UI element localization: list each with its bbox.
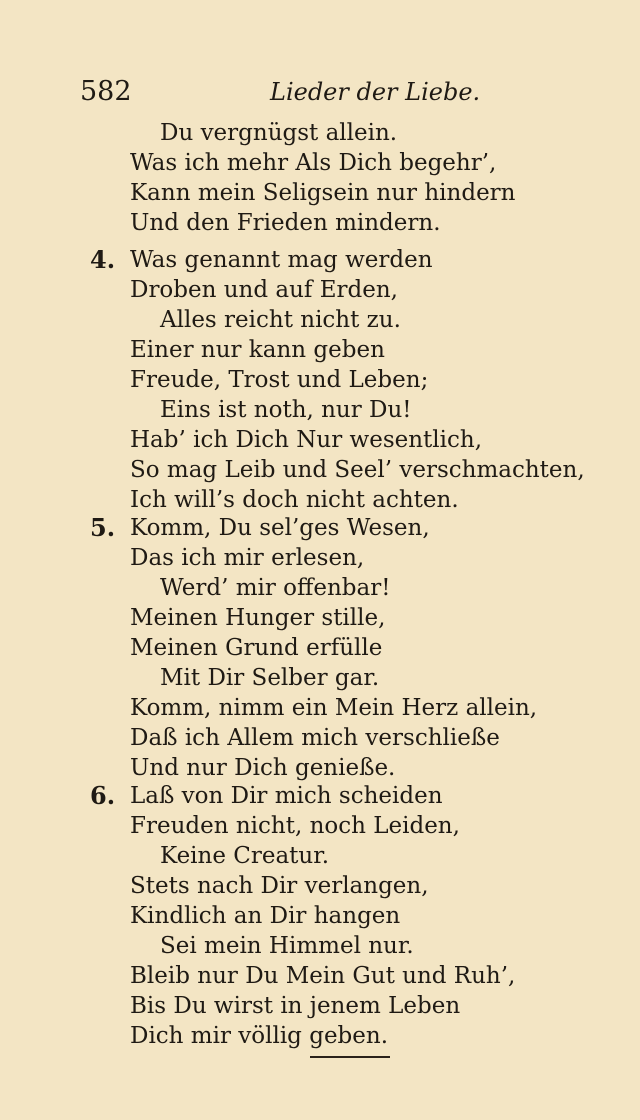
verse-line: Kann mein Seligsein nur hindern bbox=[130, 180, 516, 206]
verse-line: Eins ist noth, nur Du! bbox=[160, 397, 412, 423]
verse-line: Dich mir völlig geben. bbox=[130, 1023, 389, 1049]
verse-line: Und nur Dich genieße. bbox=[130, 755, 396, 781]
verse-line: Droben und auf Erden, bbox=[130, 277, 398, 303]
running-title: Lieder der Liebe. bbox=[270, 78, 481, 106]
verse-line: Komm, nimm ein Mein Herz allein, bbox=[130, 695, 538, 721]
verse-line: Bis Du wirst in jenem Leben bbox=[130, 993, 461, 1019]
verse-line: Was ich mehr Als Dich begehr’, bbox=[130, 150, 497, 176]
stanza-number: 5. bbox=[90, 513, 116, 542]
verse-line: Und den Frieden mindern. bbox=[130, 210, 441, 236]
verse-line: Mit Dir Selber gar. bbox=[160, 665, 380, 691]
verse-line: Kindlich an Dir hangen bbox=[130, 903, 401, 929]
verse-line: Alles reicht nicht zu. bbox=[160, 307, 401, 333]
verse-line: Stets nach Dir verlangen, bbox=[130, 873, 429, 899]
end-rule-divider bbox=[310, 1056, 390, 1058]
verse-line: Du vergnügst allein. bbox=[160, 120, 398, 146]
verse-line: Bleib nur Du Mein Gut und Ruh’, bbox=[130, 963, 516, 989]
verse-line: Hab’ ich Dich Nur wesentlich, bbox=[130, 427, 483, 453]
page-number: 582 bbox=[80, 76, 132, 107]
verse-line: Freuden nicht, noch Leiden, bbox=[130, 813, 460, 839]
page-header bbox=[80, 76, 580, 116]
verse-line: Keine Creatur. bbox=[160, 843, 330, 869]
verse-line: Das ich mir erlesen, bbox=[130, 545, 365, 571]
verse-line: Daß ich Allem mich verschließe bbox=[130, 725, 500, 751]
verse-line: Laß von Dir mich scheiden bbox=[130, 783, 443, 809]
verse-line: Werd’ mir offenbar! bbox=[160, 575, 391, 601]
stanza-number: 6. bbox=[90, 781, 116, 810]
verse-line: Einer nur kann geben bbox=[130, 337, 385, 363]
verse-line: Was genannt mag werden bbox=[130, 247, 433, 273]
verse-line: Freude, Trost und Leben; bbox=[130, 367, 429, 393]
stanza-number: 4. bbox=[90, 245, 116, 274]
verse-line: Meinen Grund erfülle bbox=[130, 635, 383, 661]
verse-line: Ich will’s doch nicht achten. bbox=[130, 487, 459, 513]
verse-line: Meinen Hunger stille, bbox=[130, 605, 386, 631]
verse-line: Komm, Du sel’ges Wesen, bbox=[130, 515, 430, 541]
verse-line: Sei mein Himmel nur. bbox=[160, 933, 414, 959]
verse-line: So mag Leib und Seel’ verschmachten, bbox=[130, 457, 585, 483]
